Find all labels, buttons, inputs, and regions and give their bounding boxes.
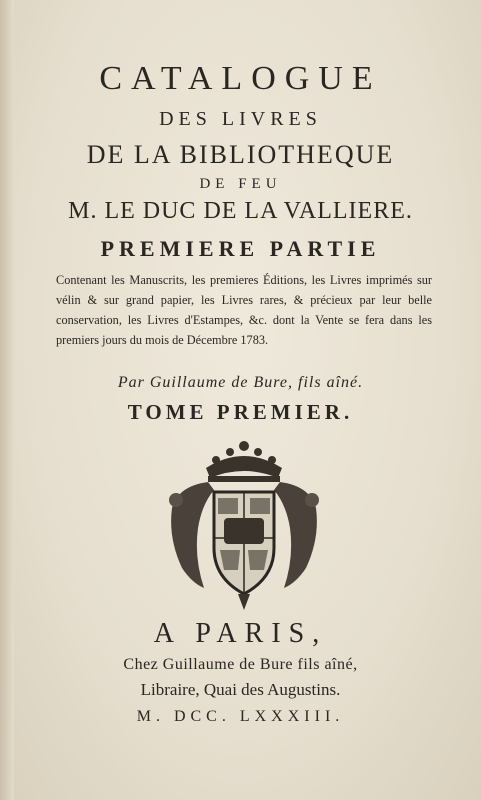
imprint-year: M. DCC. LXXXIII. xyxy=(136,708,345,725)
volume-heading: TOME PREMIER. xyxy=(127,400,354,424)
title-duc: M. LE DUC DE LA VALLIERE. xyxy=(68,198,413,224)
imprint-city: A PARIS, xyxy=(153,618,328,649)
title-des-livres: DES LIVRES xyxy=(159,108,322,130)
title-catalogue: CATALOGUE xyxy=(99,60,382,97)
title-bibliotheque: DE LA BIBLIOTHEQUE xyxy=(86,140,395,169)
title-de-feu: DE FEU xyxy=(199,176,282,192)
coat-of-arms-icon xyxy=(158,438,330,614)
imprint-address: Libraire, Quai des Augustins. xyxy=(140,680,341,699)
author-line: Par Guillaume de Bure, fils aîné. xyxy=(117,374,364,391)
description-paragraph: Contenant les Manuscrits, les premieres Éditions, les Livres imprimés sur vélin & sur grand papier, les Livres rares, & précieux par leur belle conservation, les Livres d'Estampes, &c. dont la Vente se fera dans les premiers jours du mois de Décembre 1783. xyxy=(56,273,432,347)
part-heading: PREMIERE PARTIE xyxy=(100,236,381,261)
imprint-publisher: Chez Guillaume de Bure fils aîné, xyxy=(123,656,358,673)
